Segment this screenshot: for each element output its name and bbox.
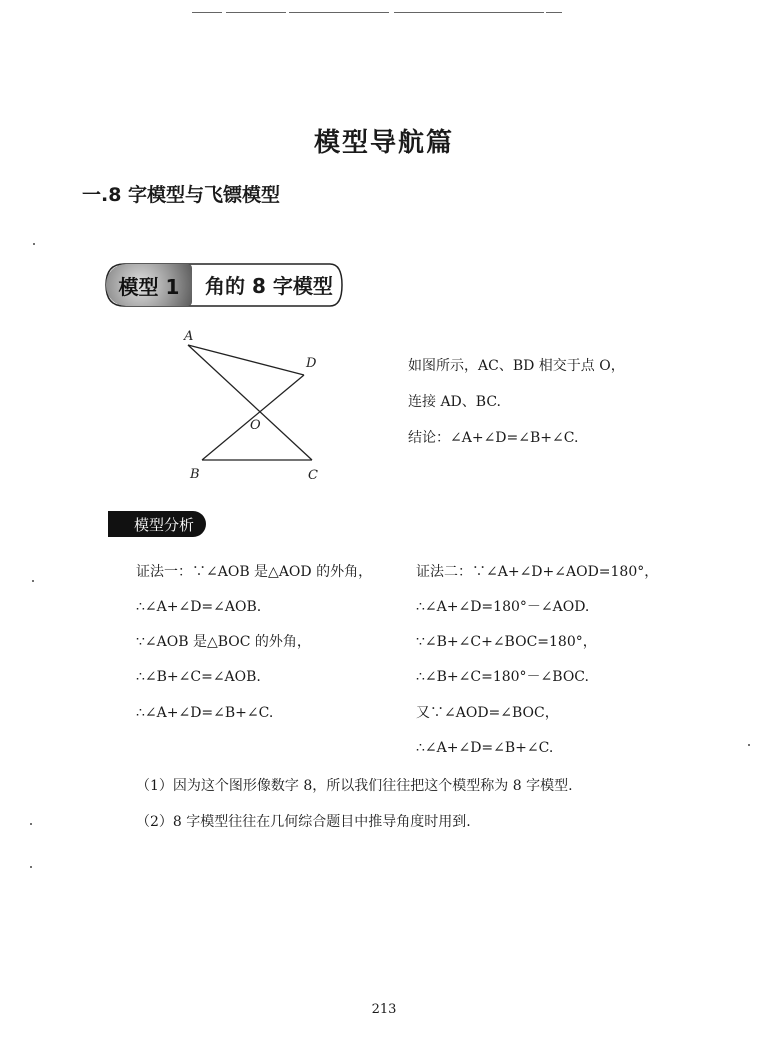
scan-speck — [33, 243, 35, 245]
scan-speck — [748, 744, 750, 746]
figure-eight-diagram — [176, 326, 336, 486]
model-name: 角的 8 字模型 — [205, 274, 333, 298]
section-title: 一.8 字模型与飞镖模型 — [82, 184, 281, 206]
label-o: O — [250, 418, 261, 433]
label-a: A — [184, 329, 194, 344]
proof2-line-2: ∴∠A+∠D=180°－∠AOD. — [416, 599, 590, 615]
proof2-line-3: ∵∠B+∠C+∠BOC=180°， — [416, 634, 597, 650]
label-d: D — [306, 356, 317, 371]
scan-speck — [32, 580, 34, 582]
proof2-line-6: ∴∠A+∠D=∠B+∠C. — [416, 740, 554, 756]
model-tag: 模型 1 — [106, 264, 192, 306]
analysis-tab: 模型分析 — [108, 511, 206, 537]
proof2-line-4: ∴∠B+∠C=180°－∠BOC. — [416, 669, 589, 685]
label-c: C — [308, 468, 318, 483]
note-2: （2）8 字模型往往在几何综合题目中推导角度时用到. — [136, 814, 471, 830]
statement-line-1: 如图所示，AC、BD 相交于点 O， — [408, 358, 625, 374]
statement-conclusion: 结论：∠A+∠D=∠B+∠C. — [408, 430, 579, 446]
page-number: 213 — [371, 1002, 397, 1017]
segment-ac — [188, 345, 312, 460]
top-border-line — [0, 12, 768, 14]
note-1: （1）因为这个图形像数字 8，所以我们往往把这个模型称为 8 字模型. — [136, 778, 573, 794]
proof2-line-1: 证法二：∵∠A+∠D+∠AOD=180°， — [416, 564, 659, 580]
proof1-line-1: 证法一：∵∠AOB 是△AOD 的外角， — [136, 564, 373, 580]
proof2-line-5: 又∵∠AOD=∠BOC， — [416, 705, 559, 721]
scan-speck — [30, 823, 32, 825]
proof1-line-2: ∴∠A+∠D=∠AOB. — [136, 599, 262, 615]
page-title: 模型导航篇 — [313, 128, 454, 158]
segment-ad — [188, 345, 304, 375]
scan-speck — [30, 866, 32, 868]
label-b: B — [190, 467, 200, 482]
proof1-line-4: ∴∠B+∠C=∠AOB. — [136, 669, 261, 685]
proof1-line-3: ∵∠AOB 是△BOC 的外角， — [136, 634, 311, 650]
statement-line-2: 连接 AD、BC. — [408, 394, 501, 410]
proof1-line-5: ∴∠A+∠D=∠B+∠C. — [136, 705, 274, 721]
